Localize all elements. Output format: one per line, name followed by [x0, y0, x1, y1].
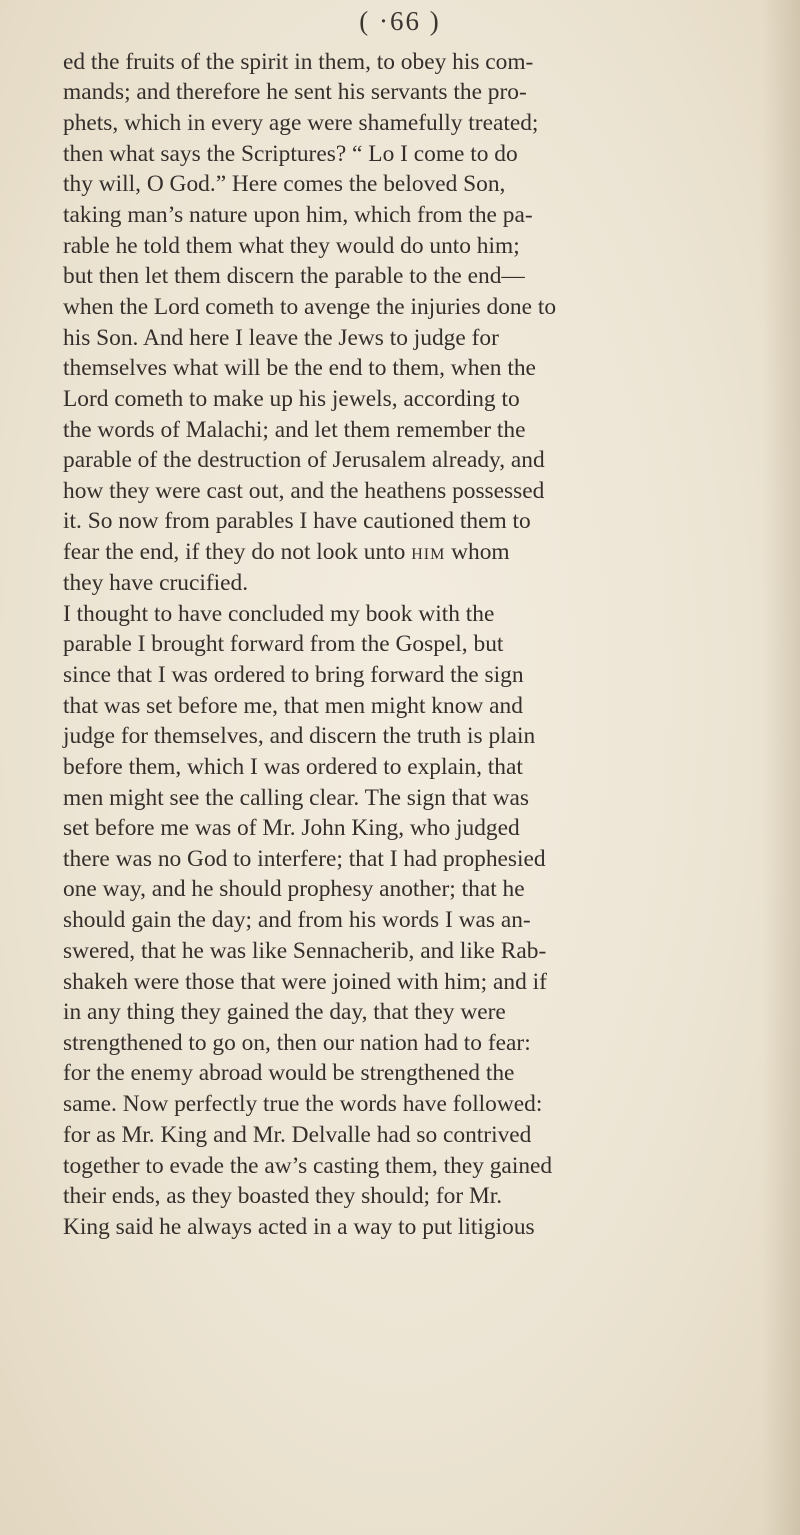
text-line — [63, 537, 510, 567]
text-line: the words of Malachi; and let them remember the — [63, 417, 526, 443]
page-edge-shadow — [762, 0, 800, 1535]
text-line: there was no God to interfere; that I had prophesied — [63, 846, 546, 872]
text-line: set before me was of Mr. John King, who judged — [63, 815, 520, 841]
text-line: before them, which I was ordered to explain, that — [63, 754, 523, 780]
text-line: for as Mr. King and Mr. Delvalle had so contrived — [63, 1122, 532, 1148]
text-line: parable I brought forward from the Gospel, but — [63, 631, 504, 657]
text-line: it. So now from parables I have cautioned them to — [63, 508, 531, 534]
text-line: one way, and he should prophesy another; that he — [63, 876, 525, 902]
page-number: ( ·66 ) — [359, 6, 441, 36]
text-line: thy will, O God.” Here comes the beloved Son, — [63, 171, 506, 197]
text-line: when the Lord cometh to avenge the injuries done to — [63, 294, 557, 320]
text-line: swered, that he was like Sennacherib, and like Rab- — [63, 938, 547, 964]
text-line: for the enemy abroad would be strengthened the — [63, 1060, 515, 1086]
text-line: how they were cast out, and the heathens possessed — [63, 478, 545, 504]
text-line: shakeh were those that were joined with him; and if — [63, 969, 547, 995]
text-line: strengthened to go on, then our nation had to fear: — [63, 1030, 531, 1056]
text-line: together to evade the aw’s casting them, they gained — [63, 1153, 553, 1179]
text-line: in any thing they gained the day, that they were — [63, 999, 506, 1025]
text-line: they have crucified. — [63, 570, 249, 596]
text-line: judge for themselves, and discern the truth is plain — [63, 723, 536, 749]
text-line: same. Now perfectly true the words have followed: — [63, 1091, 543, 1117]
text-line: ed the fruits of the spirit in them, to obey his com- — [63, 49, 534, 75]
text-segment: fear the end, if they do not look unto — [63, 539, 412, 565]
text-line: mands; and therefore he sent his servants the pro- — [63, 79, 527, 105]
text-line: since that I was ordered to bring forward the sign — [63, 662, 524, 688]
text-line: their ends, as they boasted they should; for Mr. — [63, 1183, 503, 1209]
text-line: I thought to have concluded my book with the — [63, 601, 495, 627]
small-caps-word: him — [411, 539, 446, 565]
text-line: King said he always acted in a way to put litigious — [63, 1214, 535, 1240]
text-line: that was set before me, that men might know and — [63, 693, 523, 719]
text-line: then what says the Scriptures? “ Lo I come to do — [63, 141, 518, 167]
text-line: taking man’s nature upon him, which from the pa- — [63, 202, 533, 228]
text-line: but then let them discern the parable to the end— — [63, 263, 525, 289]
text-line: phets, which in every age were shamefully treated; — [63, 110, 539, 136]
text-segment: whom — [445, 539, 510, 565]
text-line: themselves what will be the end to them, when the — [63, 355, 536, 381]
text-line: should gain the day; and from his words I was an- — [63, 907, 531, 933]
text-line: rable he told them what they would do unto him; — [63, 233, 520, 259]
text-line: parable of the destruction of Jerusalem already, and — [63, 447, 545, 473]
text-line: his Son. And here I leave the Jews to judge for — [63, 325, 499, 351]
text-line: men might see the calling clear. The sign that was — [63, 785, 529, 811]
text-line: Lord cometh to make up his jewels, according to — [63, 386, 520, 412]
